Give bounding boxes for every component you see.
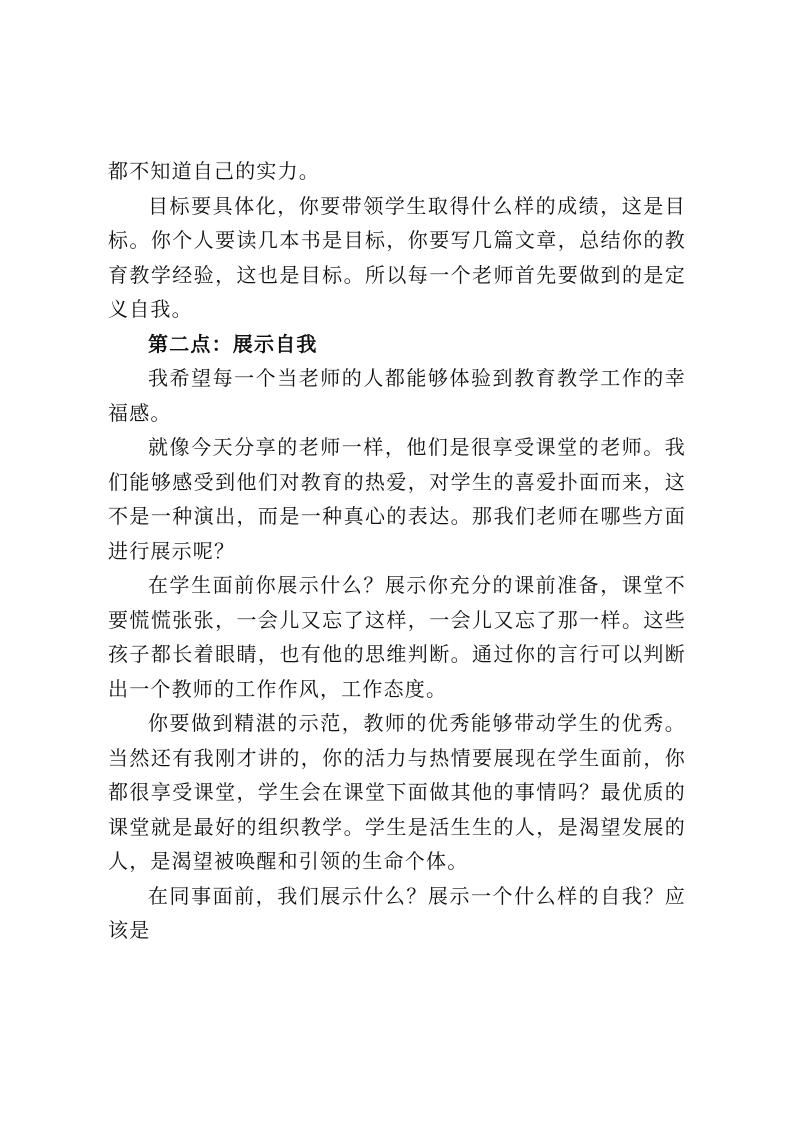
paragraph-before-colleagues: 在同事面前，我们展示什么？展示一个什么样的自我？应该是 (108, 883, 686, 942)
paragraph-happiness: 我希望每一个当老师的人都能够体验到教育教学工作的幸福感。 (108, 366, 686, 425)
paragraph-before-students: 在学生面前你展示什么？展示你充分的课前准备，课堂不要慌慌张张，一会儿又忘了这样，一会儿又忘了那一样。这些孩子都长着眼睛，也有他的思维判断。通过你的言行可以判断出一个教师的工作作风，工作态度。 (108, 573, 686, 701)
paragraph-continuation: 都不知道自己的实力。 (108, 159, 320, 183)
paragraph-demonstration: 你要做到精湛的示范，教师的优秀能够带动学生的优秀。当然还有我刚才讲的，你的活力与热情要展现在学生面前，你都很享受课堂，学生会在课堂下面做其他的事情吗？最优质的课堂就是最好的组织教学。学生是活生生的人，是渴望发展的人，是渴望被唤醒和引领的生命个体。 (108, 711, 686, 873)
document-page (108, 154, 686, 948)
section-heading-show-yourself: 第二点：展示自我 (148, 331, 318, 356)
paragraph-sharing-teachers: 就像今天分享的老师一样，他们是很享受课堂的老师。我们能够感受到他们对教育的热爱，对学生的喜爱扑面而来，这不是一种演出，而是一种真心的表达。那我们老师在哪些方面进行展示呢？ (108, 435, 686, 563)
paragraph-goal-specific: 目标要具体化，你要带领学生取得什么样的成绩，这是目标。你个人要读几本书是目标，你要写几篇文章，总结你的教育教学经验，这也是目标。所以每一个老师首先要做到的是定义自我。 (108, 193, 686, 321)
